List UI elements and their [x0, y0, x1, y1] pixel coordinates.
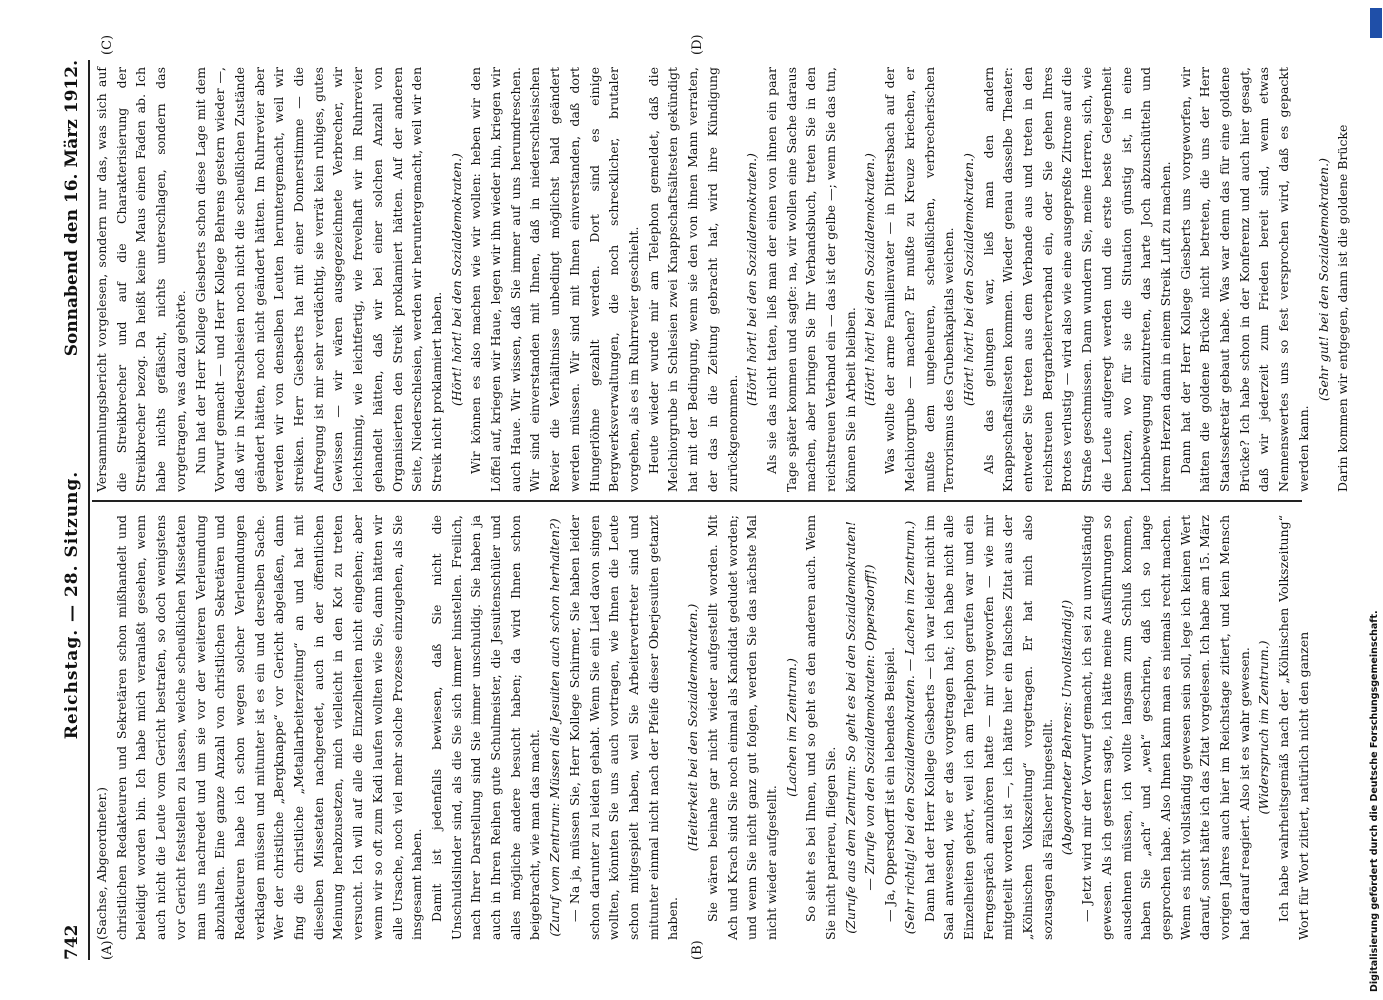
- paragraph: Als das gelungen war, ließ man den andern Knappschaftsältesten kommen. Wieder genau dasselbe Theater: entweder Sie treten aus dem Verbande aus und treten in den reichstreuen Bergarbeiterverband ein, oder Sie gehen Ihres Brotes verlustig — wird also wie eine ausgepreßte Zitrone auf die Straße geschmissen. Dann wundern Sie, meine Herren, sich, wie die Leute aufgeregt werden und die erste beste Gelegenheit benutzen, wo für sie die Situation günstig ist, in eine Lohnbewegung einzutreten, das harte Joch abzuschütteln und ihrem Herzen dann in einem Streik Luft zu machen.: [980, 67, 1173, 492]
- paragraph: christlichen Redakteuren und Sekretären schon mißhandelt und beleidigt worden bin. Ich habe mich veranlaßt gesehen, wenn auch nicht die Leute vom Gericht bestrafen, so doch wenigstens vor Gericht feststellen zu lassen, welche scheußlichen Missetaten man uns nachredet und um sie vor der weiteren Verleumdung abzuhalten. Eine ganze Anzahl von christlichen Sekretären und Redakteuren habe ich schon wegen solcher Verleumdungen verklagen müssen und mitunter ist es ein und derselben Sache. Wer der christliche „Bergknappe“ vor Gericht abgelaßen, dann fing die christliche „Metallarbeiterzeitung“ an und hat mit dieselben Missetaten nachgeredet, auch in der öffentlichen Meinung herabzusetzen, mich vielleicht in den Kot zu treten versucht. Ich will auf alle die Einzelheiten nicht eingehen; aber wenn wir so oft zum Kadi laufen wollten wie Sie, dann hätten wir alle Ursache, noch viel mehr solche Prozesse einzugehen, als Sie insgesamt haben.: [113, 515, 425, 940]
- interjection: (Hört! hört! bei den Sozialdemokraten.): [744, 153, 760, 406]
- paragraph: Nun hat der Herr Kollege Giesberts schon diese Lage mit dem Vorwurf gemacht — und Herr Kollege Behrens gestern wieder —, daß wir in Niederschlesien noch nicht die scheußlichen Zustände geändert hätten, noch nicht geändert hätten. Im Ruhrrevier aber werden wir von denselben Leuten heruntergemacht, weil wir streiken. Herr Giesberts hat mit einer Donnerstimme — die Aufregung ist mir sehr verdächtig, sie verrät kein ruhiges, gutes Gewissen — wir wären ausgegezeichnete Verbrecher, wir leichtsinnig, wie leichtfertig, wie frevelhaft wir im Ruhrrevier gehandelt hätten, daß wir bei einer solchen Anzahl von Organisierten den Streik proklamiert hätten. Auf der anderen Seite, Niederschlesien, werden wir heruntergemacht, weil wir den Streik nicht proklamiert haben.: [192, 67, 444, 492]
- interjection: (Lachen im Zentrum.): [783, 658, 799, 797]
- paragraph: Ich habe wahrheitsgemäß nach der „Kölnischen Volkszeitung“ Wort für Wort zitiert, natürlich nicht den ganzen: [1276, 515, 1311, 940]
- interjection: (Abgeordneter Behrens: Unvollständig!): [1059, 599, 1075, 856]
- column-rule: [92, 500, 1302, 502]
- header-rule: [88, 60, 90, 960]
- page-date: Sonnabend den 16. März 1912.: [62, 60, 82, 357]
- interjection: (Hört! hört! bei den Sozialdemokraten.): [448, 153, 464, 406]
- paragraph: Damit ist jedenfalls bewiesen, daß Sie nicht die Unschuldslinder sind, als die Sie sich immer hinstellen. Freilich, nach Ihrer Darstellung sind Sie immer unschuldig. Sie haben ja auch in Ihren Reihen gute Schulmeister, die Jesuitenschüler und alles mögliche andere besucht haben; da wird Ihnen schon beigebracht, wie man das macht.: [428, 515, 543, 940]
- margin-mark-a: (A): [100, 940, 115, 960]
- side-credit: [1368, 8, 1382, 992]
- paragraph: Dann hat der Herr Kollege Giesberts — ich war leider nicht im Saal anwesend, wie er das vorgetragen hat; ich habe nicht alle Einzelheiten gehört, weil ich am Telephon gerufen war und ein Ferngespräch anzuhören hatte — mir vorgeworfen — wie mir mitgeteilt worden ist —, ich hätte hier ein falsches Zitat aus der „Kölnischen Volkszeitung“ vorgetragen. Er hat mich also sozusagen als Fälscher hingestellt.: [921, 515, 1055, 940]
- interjection: (Zurufe aus dem Zentrum: So geht es bei den Sozialdemokraten! — Zurufe von den Sozialdemokraten: Oppersdorff!): [842, 521, 878, 934]
- paragraph: — Na ja, müssen Sie, Herr Kollege Schirmer, Sie haben leider schon darunter zu leiden gehabt. Wenn Sie ein Lied davon singen wollten, könnten Sie uns auch vortragen, wie Ihnen die Leute schon mitgespielt haben, weil Sie Arbeitervertreter sind und mitunter einmal nicht nach der Pfeife dieser Oberjesuiten getanzt haben.: [566, 515, 681, 940]
- paragraph: — Jetzt wird mir der Vorwurf gemacht, ich sei zu unvollständig gewesen. Als ich gestern sagte, ich hätte meine Ausführungen so ausdehnen müssen, ich wollte langsam zum Schluß kommen, haben Sie „ach“ und „weh“ geschrien, daß ich so lange gesprochen habe. Also Ihnen kann man es niemals recht machen. Wenn es nicht vollständig gewesen sein soll, lege ich keinen Wert darauf, sonst hätte ich das Zitat vorgelesen. Ich habe am 15. März vorigen Jahres auch hier im Reichstage zitiert, und kein Mensch hat darauf reagiert. Also ist es wahr gewesen.: [1079, 515, 1252, 940]
- paragraph: (Sachse, Abgeordneter.): [94, 787, 109, 940]
- margin-mark-b: (B): [690, 940, 705, 960]
- interjection: (Widerspruch im Zentrum.): [1256, 640, 1272, 815]
- paragraph: So sieht es bei Ihnen, und so geht es den anderen auch. Wenn Sie nicht pariereu, fliegen Sie.: [803, 515, 839, 940]
- interjection: (Heiterkeit bei den Sozialdemokraten.): [685, 603, 701, 852]
- side-credit-text: Digitalisierung gefördert durch die Deutsche Forschungsgemeinschaft.: [1369, 610, 1380, 992]
- interjection: (Zuruf vom Zentrum: Müssen die Jesuiten auch schon herhalten?): [547, 518, 563, 937]
- interjection: (Hört! hört! bei den Sozialdemokraten.): [960, 153, 976, 406]
- margin-mark-d: (D): [690, 34, 705, 55]
- interjection: (Sehr gut! bei den Sozialdemokraten.): [1315, 158, 1331, 401]
- right-column: [92, 67, 1351, 492]
- left-column: [92, 515, 1311, 940]
- paragraph: — Ja, Oppersdorff ist ein lebendes Beispiel.: [882, 646, 898, 922]
- page-title: Reichstag. — 28. Sitzung.: [62, 470, 82, 740]
- interjection: (Hört! hört! bei den Sozialdemokraten.): [862, 153, 878, 406]
- paragraph: Versammlungsbericht vorgelesen, sondern nur das, was sich auf die Streikbrecher und auf die Charakterisierung der Streikbrecher bezog. Da heißt keine Maus einen Faden ab. Ich habe nichts gefälscht, nichts unterschlagen, sondern das vorgetragen, was dazu gehörte.: [94, 67, 188, 492]
- margin-mark-c: (C): [100, 34, 115, 55]
- paragraph: Wir können es also machen wie wir wollen: heben wir den Löffel auf, kriegen wir Haue, legen wir ihn wieder hin, kriegen wir auch Haue. Wir wissen, daß Sie immer auf uns herumdreschen. Wir sind einverstanden mit Ihnen, daß in niederschlesischen Revier die Verhältnisse unbedingt möglichst bald geändert werden müssen. Wir sind mit Ihnen einverstanden, daß dort Hungerlöhne gezahlt werden. Dort sind es einige Bergwerksverwaltungen, die noch schrecklicher, brutaler vorgehen, als es im Ruhrrevier geschieht.: [468, 67, 641, 492]
- page-header: [58, 60, 86, 960]
- paragraph: Als sie das nicht taten, ließ man der einen von ihnen ein paar Tage später kommen und sagte: na, wir wollen eine Sache daraus machen, aber bringen Sie Ihr Verbandsbuch, treten Sie in den reichstreuen Verband ein — das ist der gelbe —; wenn Sie das tun, können Sie in Arbeit bleiben.: [763, 67, 858, 492]
- page-number: 742: [62, 924, 82, 960]
- paragraph: Dann hat der Herr Kollege Giesberts uns vorgeworfen, wir hätten die goldene Brücke nicht betreten, die uns der Herr Staatssekretär gebaut habe. Was war denn das für eine goldene Brücke? Ich habe schon in der Konferenz und auch hier gesagt, daß wir jederzeit zum Frieden bereit sind, wenn etwas Nennenswertes uns so fest versprochen wird, daß es gepackt werden kann.: [1177, 67, 1311, 492]
- paragraph: Heute wieder wurde mir am Telephon gemeldet, daß die Melchiorgrube in Schlesien zwei Knappschaftsältesten gekündigt hat mit der Bedingung, wenn sie den von ihnen Mann verraten, der das in die Zeitung gebracht hat, wird ihre Kündigung zurückgenommen.: [645, 67, 740, 492]
- paragraph: Was wollte der arme Familienvater — in Dittersbach auf der Melchiorgrube — machen? Er mußte zu Kreuze kriechen, er mußte dem ungeheuren, scheußlichen, verbrecherischen Terrorismus des Grubenkapitals weichen.: [882, 67, 957, 492]
- interjection: (Sehr richtig! bei den Sozialdemokraten. — Lachen im Zentrum.): [901, 520, 917, 935]
- paragraph: Sie wären beinahe gar nicht wieder aufgestellt worden. Mit Ach und Krach sind Sie noch einmal als Kandidat gedudet worden; und wenn Sie nicht ganz gut folgen, werden Sie das nächste Mal nicht wieder aufgestellt.: [704, 515, 779, 940]
- paragraph: Darin kommen wir entgegen, dann ist die goldene Brücke: [1335, 124, 1351, 492]
